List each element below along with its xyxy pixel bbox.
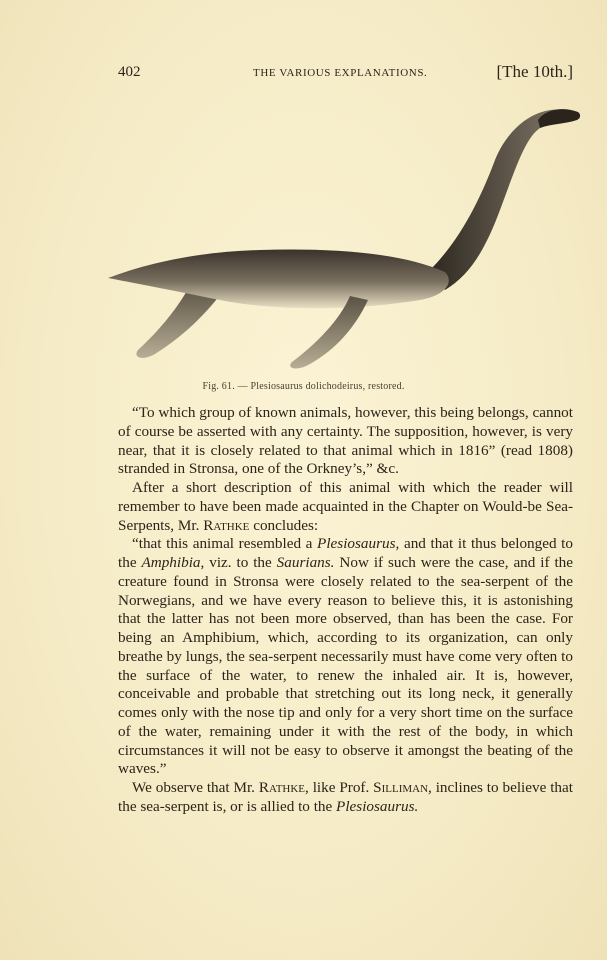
text-run: After a short description of this animal with which the reader will remember to have been made acquainted in the Chapter on Would-be Sea-Serpents, Mr. xyxy=(118,479,573,534)
running-title: THE VARIOUS EXPLANATIONS. xyxy=(253,67,428,79)
text-run: Now if such were the case, and if the creature found in Stronsa were closely related to the sea-serpent of the Norwegians, and we have every reason to believe this, it is astonishing that the latter has not been more observed, than has been the case. For being an Amphibium, which, according to its organization, can only breathe by lungs, the sea-serpent necessarily must have come very often to the surface of the water, to renew the inhaled air. It is, however, conceivable and probable that stretching out its long neck, it generally comes only with the nose tip and only for a very short time on the surface of the water, remaining under it with the rest of the body, in which circumstances it will not be easy to observe it amongst the beating of the waves.” xyxy=(118,554,574,778)
paragraph xyxy=(118,479,573,535)
page-header xyxy=(118,62,573,86)
body-shape xyxy=(108,250,449,309)
taxon-name: Amphibia xyxy=(141,554,201,571)
text-run: We observe that Mr. xyxy=(132,779,259,796)
person-name: Rathke xyxy=(258,779,306,796)
page-number: 402 xyxy=(118,64,141,80)
neck-shape xyxy=(430,109,580,290)
taxon-name: Saurians. xyxy=(276,554,335,571)
text-run: concludes: xyxy=(249,516,319,534)
text-run: , inclines to believe that the sea-serpent is, or is allied to the xyxy=(118,779,573,815)
taxon-name: Plesiosaurus. xyxy=(336,797,419,815)
quotation-paragraph xyxy=(118,535,573,779)
text-run: , and that it thus belonged to the xyxy=(118,535,573,571)
text-run: , like Prof. xyxy=(305,779,374,796)
body-text xyxy=(118,404,573,817)
plesiosaurus-illustration xyxy=(100,100,590,370)
text-run: “that this animal resembled a xyxy=(132,535,318,553)
taxon-name: Plesiosaurus xyxy=(317,535,396,553)
paragraph xyxy=(118,779,573,817)
text-run: , viz. to the xyxy=(200,554,277,571)
person-name: Rathke xyxy=(203,516,250,534)
person-name: Silliman xyxy=(373,779,429,796)
figure-caption: Fig. 61. — Plesiosaurus dolichodeirus, restored. xyxy=(202,381,405,392)
paragraph: “To which group of known animals, however, this being belongs, cannot of course be asserted with any certainty. The supposition, however, is very near, that it is closely related to that animal which in 1816” (read 1808) stranded in Stronsa, one of the Orkney’s,” &c. xyxy=(118,404,573,478)
section-marker: [The 10th.] xyxy=(496,62,573,81)
